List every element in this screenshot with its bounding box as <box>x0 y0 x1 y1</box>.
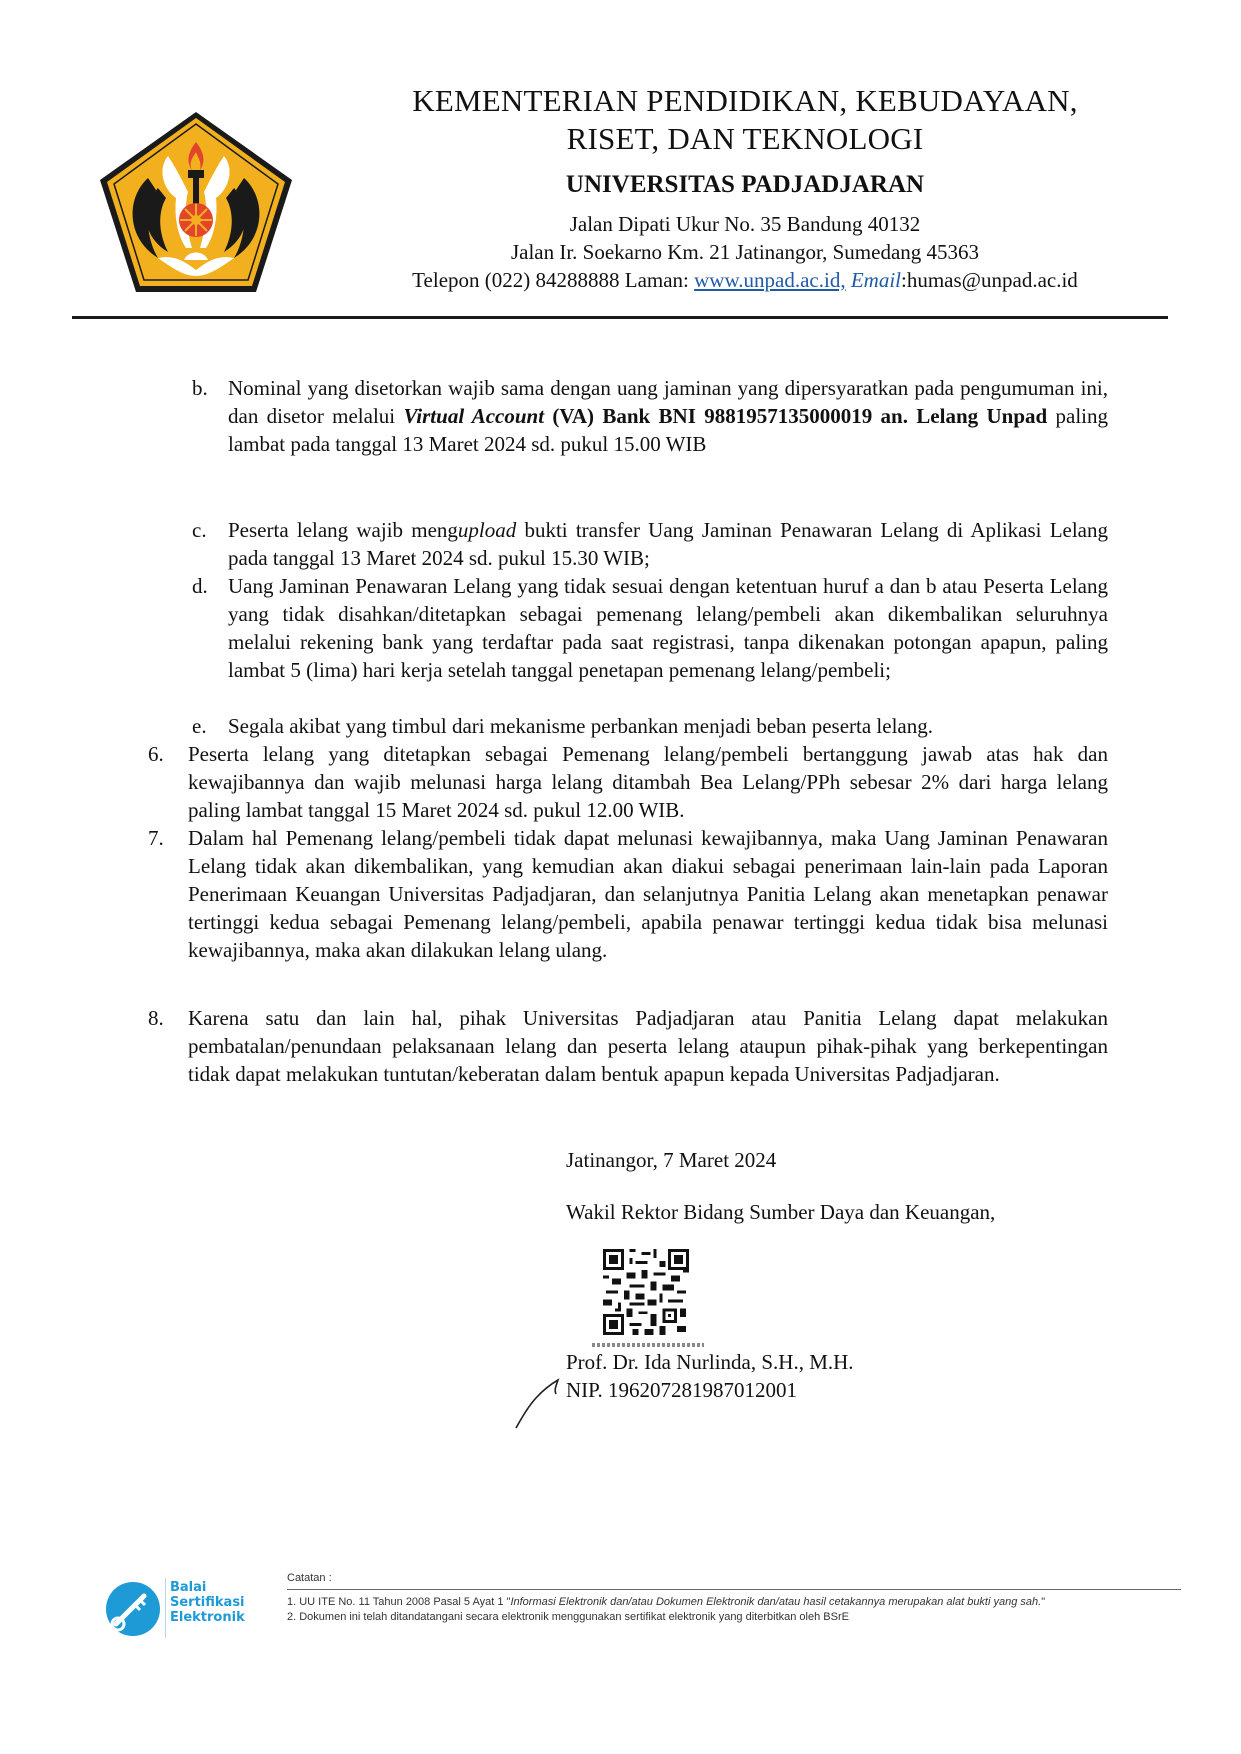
note-text: " <box>1041 1596 1046 1608</box>
ministry-name: KEMENTERIAN PENDIDIKAN, KEBUDAYAAN, <box>412 83 1078 118</box>
list-marker: e. <box>192 714 207 738</box>
qr-code <box>603 1249 689 1335</box>
signatory-nip: NIP. 196207281987012001 <box>566 1378 798 1402</box>
list-marker: 6. <box>148 742 164 766</box>
text-segment: bukti transfer Uang Jaminan Penawaran Lelang di Aplikasi Lelang pada tanggal 13 Maret 2024 sd. pukul 15.30 WIB; <box>228 518 1108 570</box>
place-date: Jatinangor, 7 Maret 2024 <box>566 1148 777 1172</box>
qr-code-icon <box>603 1249 689 1335</box>
list-item-b <box>192 374 1108 458</box>
address-dipati-ukur: Jalan Dipati Ukur No. 35 Bandung 40132 <box>569 212 921 236</box>
list-item-c <box>192 516 1108 572</box>
letterhead <box>330 82 1160 294</box>
website-link[interactable]: www.unpad.ac.id, <box>694 268 846 292</box>
list-marker: 8. <box>148 1006 164 1030</box>
bsre-separator <box>165 1578 166 1638</box>
virtual-account-term: Virtual Account <box>403 404 545 428</box>
text-segment: Peserta lelang wajib meng <box>228 518 458 542</box>
list-item-6 <box>148 740 1108 824</box>
note-1 <box>287 1595 1187 1610</box>
list-item-e <box>192 712 1108 740</box>
note-text: 1. UU ITE No. 11 Tahun 2008 Pasal 5 Ayat 1 " <box>287 1596 511 1608</box>
signatory-name: Prof. Dr. Ida Nurlinda, S.H., M.H. <box>566 1350 854 1374</box>
signatory-position: Wakil Rektor Bidang Sumber Daya dan Keuangan, <box>566 1200 996 1224</box>
email-address: :humas@unpad.ac.id <box>901 268 1078 292</box>
bank-account-info: (VA) Bank BNI 9881957135000019 an. Lelang Unpad <box>544 404 1048 428</box>
bsre-wordmark <box>170 1580 245 1625</box>
text-segment: paling lambat pada tanggal 13 Maret 2024 sd. pukul 15.00 WIB <box>228 404 1108 456</box>
list-item-text: Dalam hal Pemenang lelang/pembeli tidak dapat melunasi kewajibannya, maka Uang Jaminan Penawaran Lelang tidak akan dikembalikan, yang kemudian akan diakui sebagai penerimaan lain-lain pada Laporan Penerimaan Keuangan Universitas Padjadjaran, dan selanjutnya Panitia Lelang akan menetapkan penawar tertinggi kedua sebagai Pemenang lelang/pembeli, apabila penawar tertinggi kedua tidak bisa melunasi kewajibannya, maka akan dilakukan lelang ulang. <box>188 826 1108 962</box>
contact-line <box>330 266 1160 294</box>
list-marker: 7. <box>148 826 164 850</box>
text-segment: Nominal yang disetorkan wajib sama dengan uang jaminan yang dipersyaratkan pada pengumuman ini, dan disetor melalui <box>228 376 1108 428</box>
list-marker: d. <box>192 574 208 598</box>
phone-text: Telepon (022) 84288888 Laman: <box>412 268 695 292</box>
note-2: 2. Dokumen ini telah ditandatangani secara elektronik menggunakan sertifikat elektronik yang diterbitkan oleh BSrE <box>287 1611 849 1623</box>
list-item-text <box>228 374 1108 458</box>
list-marker: c. <box>192 518 207 542</box>
list-item-8 <box>148 1004 1108 1088</box>
unpad-logo-icon <box>96 108 296 296</box>
list-item-text: Uang Jaminan Penawaran Lelang yang tidak sesuai dengan ketentuan huruf a dan b atau Peserta Lelang yang tidak disahkan/ditetapkan sebagai pemenang lelang/pembeli akan dikembalikan seluruhnya melalui rekening bank yang terdaftar pada saat registrasi, tanpa dikenakan potongan apapun, paling lambat 5 (lima) hari kerja setelah tanggal penetapan pemenang lelang/pembeli; <box>228 574 1108 682</box>
bsre-line: Elektronik <box>170 1610 245 1625</box>
bsre-line: Sertifikasi <box>170 1595 245 1610</box>
university-logo <box>96 108 296 296</box>
notes-divider <box>287 1589 1181 1590</box>
bsre-line: Balai <box>170 1580 207 1595</box>
upload-term: upload <box>457 518 517 542</box>
list-item-7 <box>148 824 1108 964</box>
ministry-name-line2: RISET, DAN TEKNOLOGI <box>566 121 924 156</box>
university-name: UNIVERSITAS PADJADJARAN <box>565 171 925 198</box>
address-jatinangor: Jalan Ir. Soekarno Km. 21 Jatinangor, Sumedang 45363 <box>510 240 980 264</box>
list-item-d <box>192 572 1108 684</box>
list-item-text: Peserta lelang yang ditetapkan sebagai Pemenang lelang/pembeli bertanggung jawab atas hak dan kewajibannya dan wajib melunasi harga lelang ditambah Bea Lelang/PPh sebesar 2% dari harga lelang paling lambat tanggal 15 Maret 2024 sd. pukul 12.00 WIB. <box>188 742 1108 822</box>
list-item-text: Segala akibat yang timbul dari mekanisme perbankan menjadi beban peserta lelang. <box>228 714 933 738</box>
email-label: Email <box>845 268 901 292</box>
list-item-text: Karena satu dan lain hal, pihak Universitas Padjadjaran atau Panitia Lelang dapat melakukan pembatalan/penundaan pelaksanaan lelang dan peserta lelang ataupun pihak-pihak yang berkepentingan tidak dapat melakukan tuntutan/keberatan dalam bentuk apapun kepada Universitas Padjadjaran. <box>188 1006 1108 1086</box>
bsre-key-icon <box>104 1580 162 1638</box>
list-marker: b. <box>192 376 208 400</box>
letterhead-divider <box>72 316 1168 319</box>
notes-title: Catatan : <box>287 1572 332 1584</box>
signature-stroke-icon <box>512 1370 572 1430</box>
qr-caption <box>592 1343 704 1347</box>
note-quote: Informasi Elektronik dan/atau Dokumen Elektronik dan/atau hasil cetakannya merupakan alat bukti yang sah. <box>510 1596 1042 1608</box>
list-item-text <box>228 516 1108 572</box>
footer-notes <box>287 1571 1187 1625</box>
bsre-logo <box>104 1580 162 1638</box>
